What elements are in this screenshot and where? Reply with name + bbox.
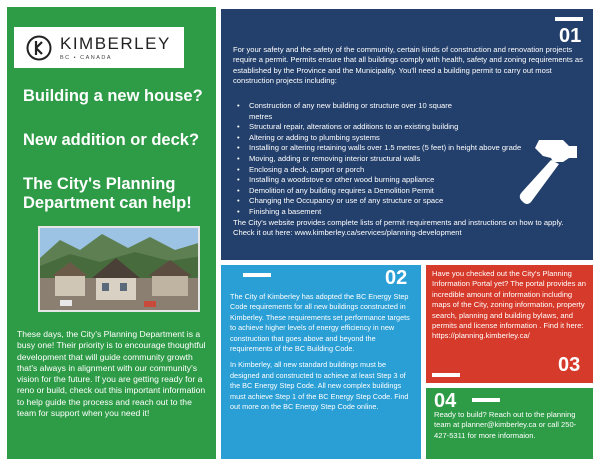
list-item: • Moving, adding or removing interior structural walls <box>235 154 475 165</box>
section-02-dash <box>243 273 271 277</box>
brand-name: KIMBERLEY <box>60 33 171 53</box>
section-02-number: 02 <box>385 267 408 289</box>
heading-new-house: Building a new house? <box>23 87 203 105</box>
contact-text: Ready to build? Reach out to the planning team at planner@kimberley.ca or call 250-427-5311 for more informaion. <box>434 410 577 440</box>
permits-intro: For your safety and the safety of the community, certain kinds of construction and renovation projects require a permit. Permits ensure that all buildings comply with health, safety and zoning requirements as established by the Province and the Municipality. You'll need a building permit to carry out most construction projects including: <box>233 45 583 86</box>
intro-paragraph: These days, the City's Planning Department is a busy one! Their priority is to encourage thoughtful development that will guide community growth that's always in alignment with our community's vision for the future. If you are getting ready for a reno or build, check out this important information to help guide the process and reach out to the team for support when you need it! <box>17 329 206 419</box>
list-item: • Structural repair, alterations or additions to an existing building <box>235 122 475 133</box>
section-04-dash <box>472 398 500 402</box>
kimberley-logo <box>14 27 184 68</box>
energy-step-code-paragraph: The City of Kimberley has adopted the BC Energy Step Code requirements for all new buildings constructed in Kimberley. These requirements set performance targets to achieve higher levels of energy efficiency in new construction that goes above and beyond the requirements of the BC Building Code. <box>230 292 410 354</box>
list-item: • Changing the Occupancy or use of any structure or space <box>235 196 475 207</box>
list-item: • Demolition of any building requires a Demolition Permit <box>235 186 475 197</box>
section-03-planning-portal <box>426 265 593 383</box>
heading-addition: New addition or deck? <box>23 131 200 149</box>
section-04-number: 04 <box>434 390 457 412</box>
section-01-dash <box>555 17 583 21</box>
section-01-permits <box>221 9 593 260</box>
hammer-icon <box>517 136 581 206</box>
energy-step-code-requirements: In Kimberley, all new standard buildings must be designed and constructed to achieve at least Step 3 of the BC Energy Step Code. All new complex buildings must achieve Step 1 of the BC Energy Step Code. Find out more on the BC Energy Step Code online. <box>230 360 409 412</box>
intro-panel <box>7 7 216 459</box>
section-04-contact <box>426 388 593 459</box>
list-item: • Installing or altering retaining walls over 1.5 metres (5 feet) in height above grade <box>235 143 575 154</box>
section-01-number: 01 <box>559 25 582 47</box>
permits-website-info: The City's website provides complete lists of permit requirements and instructions on how to apply. Check it out here: www.kimberley.ca/services/planning-development <box>233 218 564 238</box>
construction-photo <box>38 226 200 312</box>
section-02-energy-step-code <box>221 265 421 459</box>
list-item: • Enclosing a deck, carport or porch <box>235 165 475 176</box>
section-03-number: 03 <box>558 354 581 376</box>
heading-planning-help: The City's Planning Department can help! <box>23 175 192 212</box>
list-item: • Installing a woodstove or other wood burning appliance <box>235 175 475 186</box>
brand-tagline: BC • CANADA <box>60 54 113 61</box>
planning-portal-text: Have you checked out the City's Planning Information Portal yet? The portal provides an incredible amount of information including maps of the City, zoning information, property search, planning and building bylaws, and permits and license information . Find it here: https://planning.kimberley.ca/ <box>432 269 586 341</box>
list-item: • Finishing a basement <box>235 207 475 218</box>
list-item: • Construction of any new building or structure over 10 square metres <box>235 101 475 122</box>
kimberley-logo-icon <box>26 35 52 61</box>
list-item: • Altering or adding to plumbing systems <box>235 133 475 144</box>
permit-project-list <box>235 101 522 218</box>
section-03-dash <box>432 373 460 377</box>
